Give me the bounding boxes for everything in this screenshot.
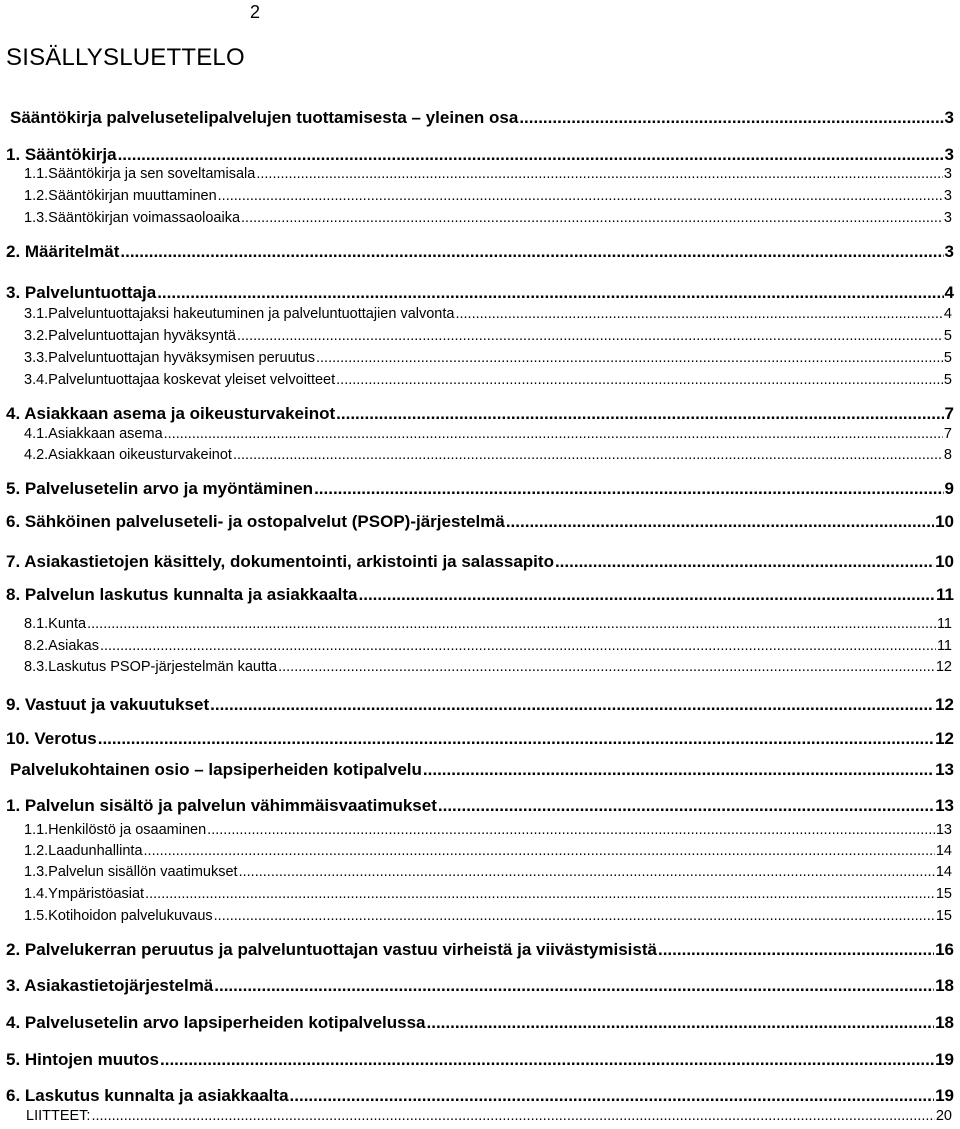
toc-dot-leader [98, 729, 934, 749]
toc-entry[interactable] [26, 1108, 952, 1124]
toc-entry-page: 3 [944, 242, 954, 261]
page-title: SISÄLLYSLUETTELO [6, 44, 245, 71]
toc-entry-title: 7. Asiakastietojen käsittely, dokumentointi, arkistointi ja salassapito [6, 552, 554, 571]
toc-entry-page: 5 [943, 328, 952, 344]
toc-entry-page: 18 [935, 976, 954, 995]
toc-entry-title: 1.5.Kotihoidon palvelukuvaus [24, 908, 213, 924]
toc-dot-leader [237, 328, 943, 344]
toc-entry[interactable] [6, 729, 954, 749]
toc-entry-page: 11 [936, 616, 952, 632]
toc-dot-leader [160, 1050, 934, 1070]
toc-entry-page: 3 [943, 188, 952, 204]
toc-entry-page: 8 [943, 447, 952, 463]
toc-dot-leader [118, 145, 944, 165]
toc-entry-page: 9 [944, 479, 954, 498]
toc-entry[interactable] [24, 638, 952, 654]
toc-entry-title: 1.2.Laadunhallinta [24, 843, 143, 859]
toc-entry-title: 3.2.Palveluntuottajan hyväksyntä [24, 328, 236, 344]
toc-entry-page: 10 [935, 512, 954, 531]
toc-entry[interactable] [10, 760, 954, 780]
toc-entry-page: 12 [935, 695, 954, 714]
toc-entry[interactable] [10, 108, 954, 128]
toc-entry[interactable] [24, 864, 952, 880]
toc-dot-leader [336, 372, 943, 388]
toc-entry-title: 4.2.Asiakkaan oikeusturvakeinot [24, 447, 232, 463]
toc-entry[interactable] [24, 188, 952, 204]
toc-entry-title: 8. Palvelun laskutus kunnalta ja asiakkaalta [6, 585, 358, 604]
toc-entry-title: 1.3.Sääntökirjan voimassaoloaika [24, 210, 241, 226]
toc-entry-title: 3. Palveluntuottaja [6, 283, 157, 302]
toc-entry[interactable] [24, 886, 952, 902]
toc-entry-page: 13 [935, 796, 954, 815]
toc-entry[interactable] [24, 659, 952, 675]
toc-entry[interactable] [6, 404, 954, 424]
toc-dot-leader [239, 864, 935, 880]
toc-entry-page: 7 [944, 404, 954, 423]
toc-entry-title: 2. Palvelukerran peruutus ja palveluntuottajan vastuu virheistä ja viivästymisistä [6, 940, 657, 959]
toc-dot-leader [555, 552, 934, 572]
toc-entry-title: LIITTEET: [26, 1108, 91, 1124]
toc-entry-title: 6. Sähköinen palveluseteli- ja ostopalvelut (PSOP)-järjestelmä [6, 512, 505, 531]
toc-dot-leader [214, 976, 934, 996]
toc-entry-title: 1.1.Sääntökirja ja sen soveltamisala [24, 166, 256, 182]
toc-entry[interactable] [24, 210, 952, 226]
toc-entry[interactable] [24, 843, 952, 859]
toc-entry-title: 4. Asiakkaan asema ja oikeusturvakeinot [6, 404, 336, 423]
toc-entry-title: 3. Asiakastietojärjestelmä [6, 976, 214, 995]
toc-dot-leader [256, 166, 943, 182]
toc-entry-page: 3 [943, 166, 952, 182]
toc-entry-page: 12 [935, 659, 952, 675]
toc-entry-title: 1.1.Henkilöstö ja osaaminen [24, 822, 207, 838]
toc-entry-title: Sääntökirja palvelusetelipalvelujen tuottamisesta – yleinen osa [10, 108, 519, 127]
toc-entry-page: 19 [935, 1050, 954, 1069]
toc-dot-leader [427, 1013, 935, 1033]
toc-entry-page: 13 [935, 760, 954, 779]
toc-entry-title: 3.4.Palveluntuottajaa koskevat yleiset velvoitteet [24, 372, 336, 388]
toc-entry-page: 5 [943, 350, 952, 366]
toc-dot-leader [438, 796, 934, 816]
toc-entry[interactable] [6, 695, 954, 715]
toc-dot-leader [241, 210, 943, 226]
toc-entry[interactable] [24, 350, 952, 366]
toc-entry-title: 1.4.Ympäristöasiat [24, 886, 145, 902]
toc-entry-page: 15 [935, 886, 952, 902]
toc-dot-leader [207, 822, 935, 838]
toc-entry[interactable] [6, 512, 954, 532]
toc-entry-title: 1.3.Palvelun sisällön vaatimukset [24, 864, 238, 880]
toc-dot-leader [658, 940, 934, 960]
toc-dot-leader [87, 616, 936, 632]
toc-entry[interactable] [24, 908, 952, 924]
toc-dot-leader [233, 447, 943, 463]
toc-dot-leader [506, 512, 934, 532]
toc-dot-leader [214, 908, 935, 924]
toc-entry[interactable] [6, 796, 954, 816]
toc-entry[interactable] [24, 447, 952, 463]
toc-entry-page: 4 [943, 306, 952, 322]
toc-entry[interactable] [6, 1013, 954, 1033]
toc-entry-title: 5. Palvelusetelin arvo ja myöntäminen [6, 479, 314, 498]
toc-entry[interactable] [24, 822, 952, 838]
toc-entry-title: 5. Hintojen muutos [6, 1050, 159, 1069]
toc-entry-page: 20 [935, 1108, 952, 1124]
toc-entry-title: 1. Palvelun sisältö ja palvelun vähimmäisvaatimukset [6, 796, 437, 815]
toc-entry-title: Palvelukohtainen osio – lapsiperheiden kotipalvelu [10, 760, 422, 779]
toc-entry-title: 10. Verotus [6, 729, 97, 748]
toc-entry-title: 8.1.Kunta [24, 616, 87, 632]
toc-dot-leader [120, 242, 943, 262]
toc-entry[interactable] [24, 166, 952, 182]
toc-entry-page: 3 [944, 108, 954, 127]
toc-entry-title: 6. Laskutus kunnalta ja asiakkaalta [6, 1086, 289, 1105]
toc-entry[interactable] [24, 328, 952, 344]
toc-dot-leader [336, 404, 943, 424]
toc-entry-title: 3.1.Palveluntuottajaksi hakeutuminen ja palveluntuottajien valvonta [24, 306, 455, 322]
toc-entry[interactable] [6, 940, 954, 960]
toc-entry-page: 11 [936, 585, 954, 604]
toc-entry[interactable] [6, 145, 954, 165]
toc-dot-leader [519, 108, 943, 128]
toc-entry-title: 1. Sääntökirja [6, 145, 117, 164]
toc-dot-leader [157, 283, 943, 303]
toc-entry-title: 8.2.Asiakas [24, 638, 99, 654]
toc-dot-leader [218, 188, 943, 204]
toc-dot-leader [316, 350, 943, 366]
toc-entry[interactable] [6, 976, 954, 996]
toc-dot-leader [314, 479, 943, 499]
toc-entry[interactable] [6, 552, 954, 572]
toc-entry-page: 15 [935, 908, 952, 924]
toc-entry-title: 4. Palvelusetelin arvo lapsiperheiden kotipalvelussa [6, 1013, 426, 1032]
toc-dot-leader [91, 1108, 934, 1124]
toc-entry-title: 9. Vastuut ja vakuutukset [6, 695, 210, 714]
toc-entry-page: 4 [944, 283, 954, 302]
toc-dot-leader [359, 585, 936, 605]
toc-entry-page: 11 [936, 638, 952, 654]
toc-entry[interactable] [6, 1050, 954, 1070]
toc-entry-page: 10 [935, 552, 954, 571]
toc-entry-page: 16 [935, 940, 954, 959]
toc-entry[interactable] [6, 585, 954, 605]
toc-dot-leader [100, 638, 936, 654]
toc-dot-leader [290, 1086, 935, 1106]
toc-entry-page: 12 [935, 729, 954, 748]
toc-entry-title: 1.2.Sääntökirjan muuttaminen [24, 188, 217, 204]
toc-entry[interactable] [6, 283, 954, 303]
toc-dot-leader [144, 843, 935, 859]
toc-entry[interactable] [24, 372, 952, 388]
toc-entry[interactable] [6, 1086, 954, 1106]
toc-dot-leader [145, 886, 935, 902]
toc-entry-page: 18 [935, 1013, 954, 1032]
page-number: 2 [250, 2, 261, 22]
toc-entry-page: 14 [935, 843, 952, 859]
toc-entry[interactable] [6, 242, 954, 262]
toc-entry[interactable] [6, 479, 954, 499]
toc-entry-page: 7 [943, 426, 952, 442]
toc-entry[interactable] [24, 426, 952, 442]
toc-dot-leader [455, 306, 942, 322]
toc-entry[interactable] [24, 616, 952, 632]
toc-entry-title: 3.3.Palveluntuottajan hyväksymisen peruutus [24, 350, 315, 366]
toc-entry-title: 8.3.Laskutus PSOP-järjestelmän kautta [24, 659, 278, 675]
toc-dot-leader [278, 659, 935, 675]
toc-dot-leader [210, 695, 934, 715]
toc-dot-leader [164, 426, 943, 442]
toc-entry-page: 3 [944, 145, 954, 164]
toc-entry-page: 13 [935, 822, 952, 838]
toc-dot-leader [423, 760, 934, 780]
toc-entry-page: 5 [943, 372, 952, 388]
toc-entry-page: 14 [935, 864, 952, 880]
toc-entry-title: 2. Määritelmät [6, 242, 120, 261]
toc-entry-title: 4.1.Asiakkaan asema [24, 426, 163, 442]
toc-entry[interactable] [24, 306, 952, 322]
toc-entry-page: 19 [935, 1086, 954, 1105]
toc-entry-page: 3 [943, 210, 952, 226]
